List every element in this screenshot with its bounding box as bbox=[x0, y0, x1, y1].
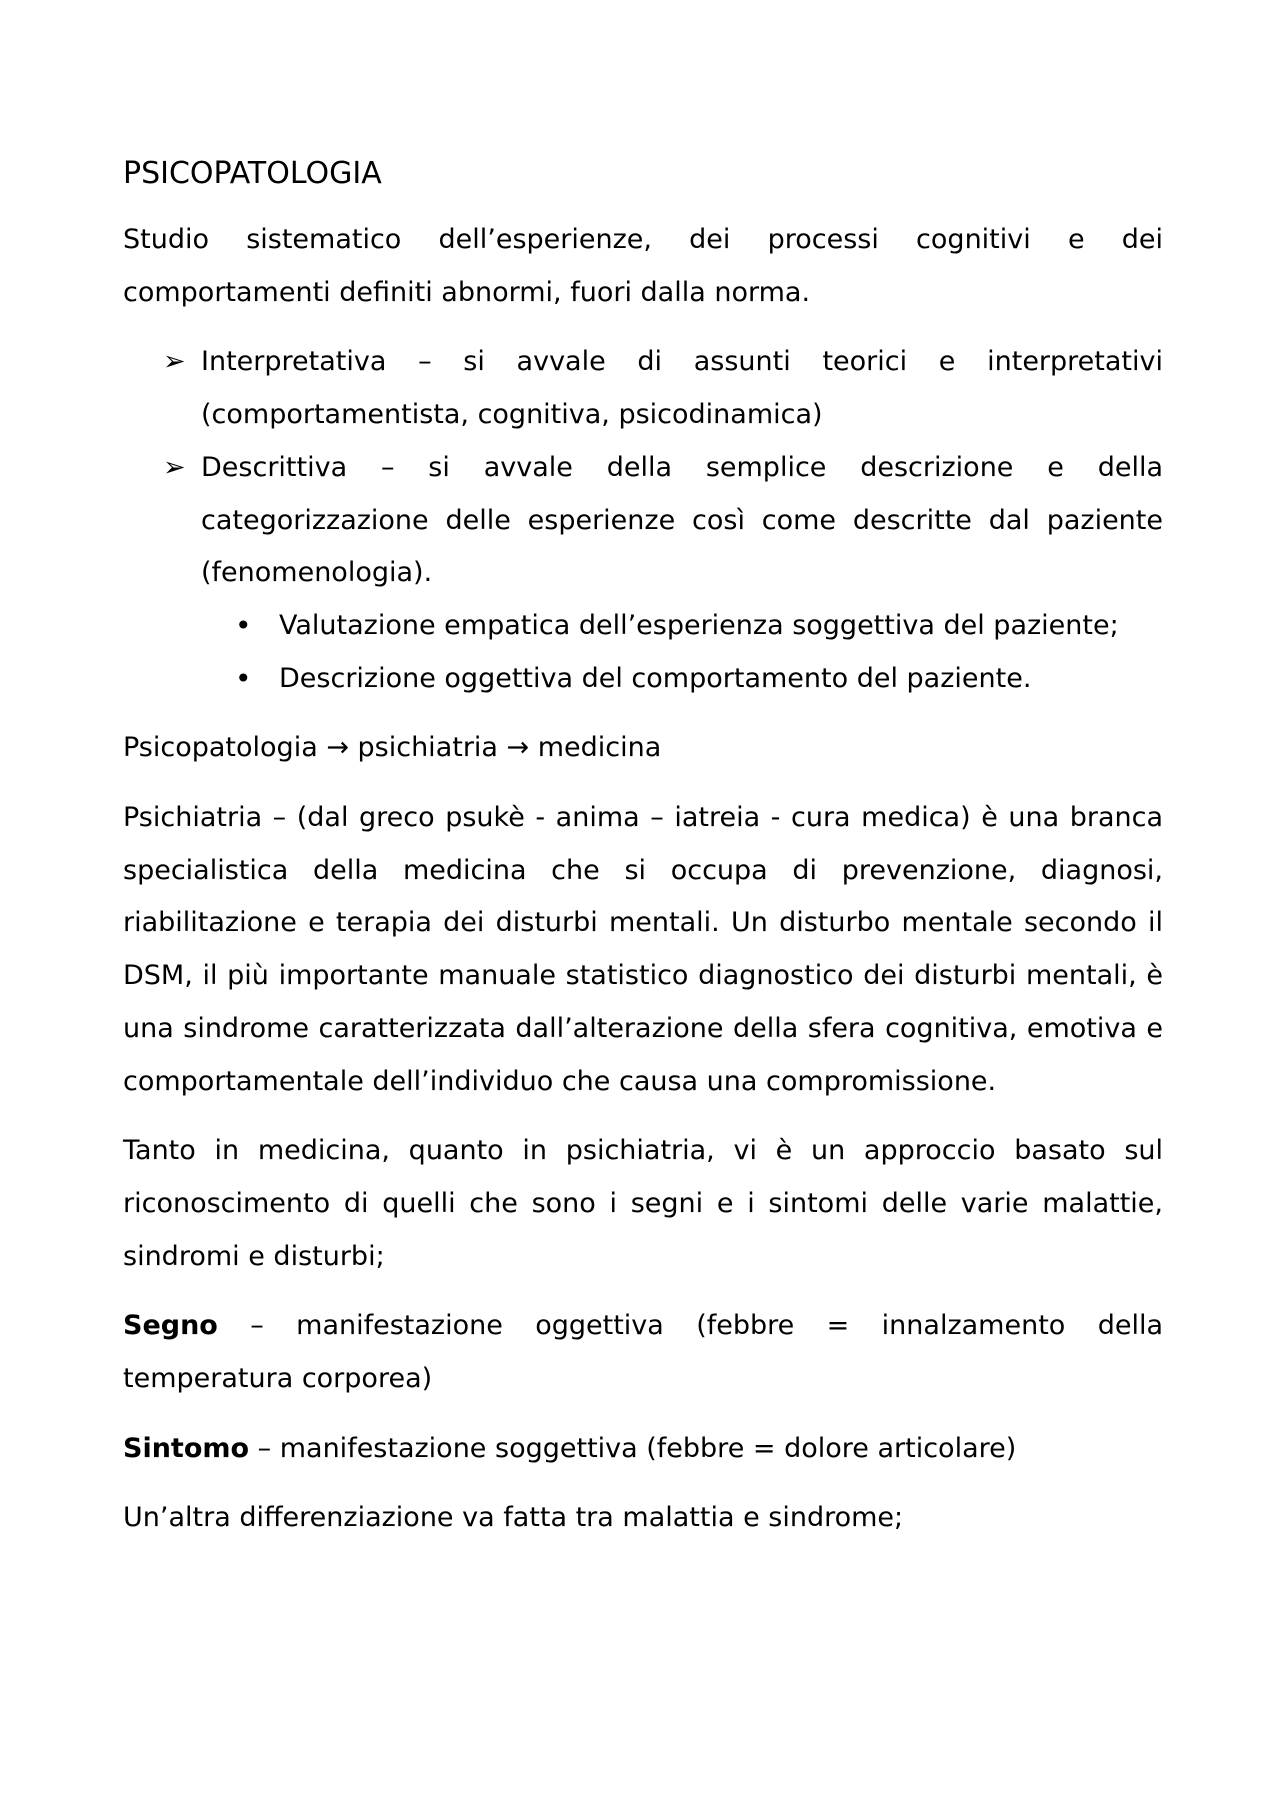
list-item-text: Interpretativa – si avvale di assunti teorici e interpretativi (comportamentista, cognitiva, psicodinamica) bbox=[201, 346, 1163, 431]
descriptive-sublist bbox=[123, 600, 1163, 705]
list-item bbox=[123, 442, 1163, 600]
document-page bbox=[123, 146, 1163, 1562]
symptom-term: Sintomo bbox=[123, 1432, 250, 1464]
sub-list-item bbox=[201, 653, 1163, 706]
closing-paragraph: Un’altra differenziazione va fatta tra malattia e sindrome; bbox=[123, 1502, 904, 1534]
round-bullet-icon: • bbox=[235, 608, 252, 642]
symptom-definition: – manifestazione soggettiva (febbre = dolore articolare) bbox=[249, 1432, 1017, 1464]
round-bullet-icon: • bbox=[235, 661, 252, 695]
approach-paragraph: Tanto in medicina, quanto in psichiatria, vi è un approccio basato sul riconoscimento di quelli che sono i segni e i sintomi delle varie malattie, sindromi e disturbi; bbox=[123, 1135, 1163, 1272]
arrow-bullet-icon: ➢ bbox=[163, 451, 186, 483]
sub-list-item-text: Valutazione empatica dell’esperienza soggettiva del paziente; bbox=[279, 609, 1119, 641]
sub-list-item bbox=[201, 600, 1163, 653]
sign-paragraph bbox=[123, 1300, 1163, 1405]
list-item-text: Descrittiva – si avvale della semplice descrizione e della categorizzazione delle esperienze così come descritte dal paziente (fenomenologia). bbox=[201, 451, 1163, 589]
sign-definition: – manifestazione oggettiva (febbre = innalzamento della temperatura corporea) bbox=[123, 1310, 1163, 1395]
intro-paragraph: Studio sistematico dell’esperienze, dei processi cognitivi e dei comportamenti definiti abnormi, fuori dalla norma. bbox=[123, 224, 1163, 308]
page-title: PSICOPATOLOGIA bbox=[123, 156, 382, 191]
approaches-list bbox=[123, 336, 1163, 600]
list-item bbox=[123, 336, 1163, 441]
sign-term: Segno bbox=[123, 1310, 218, 1342]
arrow-bullet-icon: ➢ bbox=[163, 346, 186, 378]
symptom-paragraph bbox=[123, 1423, 1163, 1476]
sub-list-item-text: Descrizione oggettiva del comportamento del paziente. bbox=[279, 662, 1032, 694]
chain-paragraph: Psicopatologia → psichiatria → medicina bbox=[123, 732, 662, 764]
psychiatry-paragraph: Psichiatria – (dal greco psukè - anima – iatreia - cura medica) è una branca specialistica della medicina che si occupa di prevenzione, diagnosi, riabilitazione e terapia dei disturbi mentali. Un disturbo mentale secondo il DSM, il più importante manuale statistico diagnostico dei disturbi mentali, è una sindrome caratterizzata dall’alterazione della sfera cognitiva, emotiva e comportamentale dell’individuo che causa una compromissione. bbox=[123, 802, 1163, 1097]
